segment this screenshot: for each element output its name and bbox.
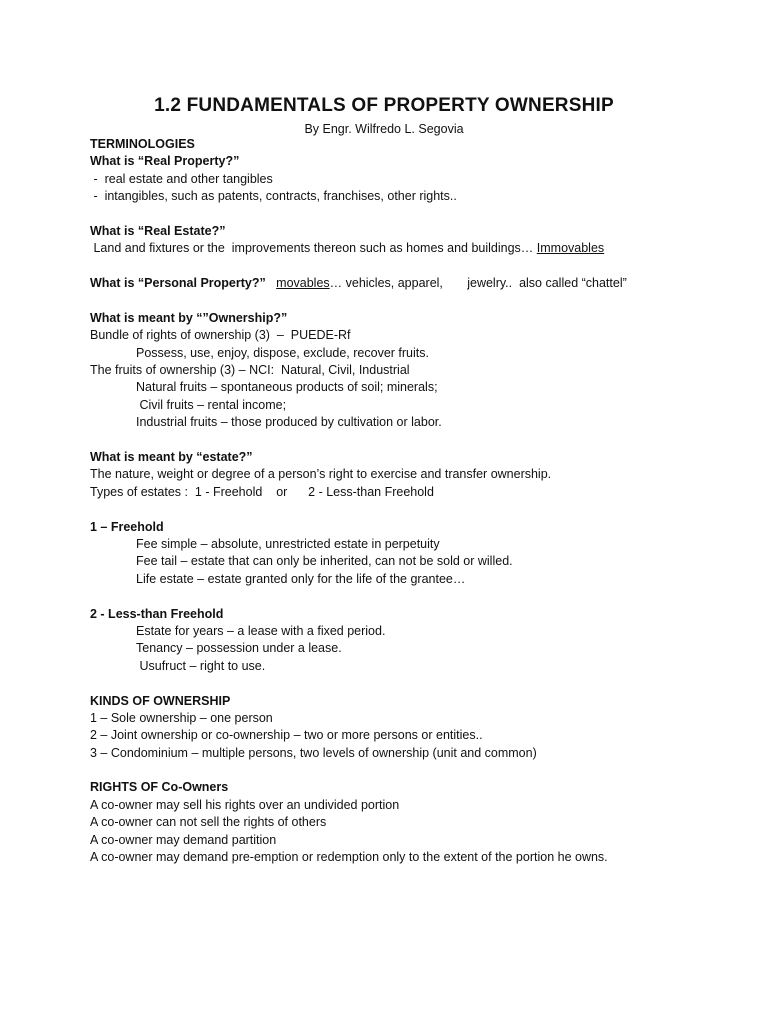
underlined-term-movables: movables	[276, 276, 330, 291]
list-item: 1 – Sole ownership – one person	[90, 710, 273, 725]
question-estate: What is meant by “estate?”	[90, 450, 253, 465]
section-heading-kinds-of-ownership: KINDS OF OWNERSHIP	[90, 693, 231, 708]
list-item: Fee simple – absolute, unrestricted estate in perpetuity	[136, 536, 440, 551]
section-heading-freehold: 1 – Freehold	[90, 519, 164, 534]
bundle-of-rights: Bundle of rights of ownership (3) – PUEDE-Rf	[90, 328, 351, 343]
estate-definition: The nature, weight or degree of a person’s right to exercise and transfer ownership.	[90, 467, 552, 482]
list-item: Tenancy – possession under a lease.	[136, 641, 342, 656]
list-item: A co-owner can not sell the rights of others	[90, 815, 327, 830]
bundle-detail: Possess, use, enjoy, dispose, exclude, recover fruits.	[136, 345, 429, 360]
question-real-estate: What is “Real Estate?”	[90, 223, 226, 238]
list-item: Civil fruits – rental income;	[136, 397, 287, 412]
list-item: A co-owner may sell his rights over an undivided portion	[90, 797, 400, 812]
page-title: 1.2 FUNDAMENTALS OF PROPERTY OWNERSHIP	[154, 95, 614, 116]
list-item: Life estate – estate granted only for the life of the grantee…	[136, 571, 466, 586]
question-personal-property-line	[90, 275, 740, 292]
list-item: A co-owner may demand pre-emption or redemption only to the extent of the portion he owns.	[90, 850, 608, 865]
section-heading-rights-of-co-owners: RIGHTS OF Co-Owners	[90, 780, 229, 795]
list-item: Fee tail – estate that can only be inherited, can not be sold or willed.	[136, 554, 513, 569]
answer-text: … vehicles, apparel, jewelry.. also called “chattel”	[329, 276, 627, 291]
list-item: Industrial fruits – those produced by cultivation or labor.	[136, 415, 442, 430]
underlined-term-immovables: Immovables	[536, 241, 605, 256]
question-real-property: What is “Real Property?”	[90, 154, 240, 169]
list-item: 3 – Condominium – multiple persons, two levels of ownership (unit and common)	[90, 745, 537, 760]
section-heading-terminologies: TERMINOLOGIES	[90, 137, 195, 151]
author-line: By Engr. Wilfredo L. Segovia	[304, 122, 464, 136]
estate-types: Types of estates : 1 - Freehold or 2 - Less-than Freehold	[90, 484, 434, 499]
document-body	[90, 136, 740, 866]
list-item: Natural fruits – spontaneous products of soil; minerals;	[136, 380, 438, 395]
question-personal-property: What is “Personal Property?”	[90, 276, 277, 291]
answer-real-estate	[90, 240, 740, 257]
question-ownership: What is meant by “”Ownership?”	[90, 310, 288, 325]
list-item: A co-owner may demand partition	[90, 832, 277, 847]
list-item: - intangibles, such as patents, contracts, franchises, other rights..	[90, 189, 457, 204]
section-heading-less-than-freehold: 2 - Less-than Freehold	[90, 606, 224, 621]
answer-text: Land and fixtures or the improvements thereon such as homes and buildings…	[90, 241, 537, 256]
list-item: - real estate and other tangibles	[90, 171, 273, 186]
fruits-of-ownership: The fruits of ownership (3) – NCI: Natural, Civil, Industrial	[90, 363, 410, 378]
list-item: Usufruct – right to use.	[136, 658, 266, 673]
list-item: 2 – Joint ownership or co-ownership – two or more persons or entities..	[90, 728, 483, 743]
list-item: Estate for years – a lease with a fixed period.	[136, 623, 386, 638]
